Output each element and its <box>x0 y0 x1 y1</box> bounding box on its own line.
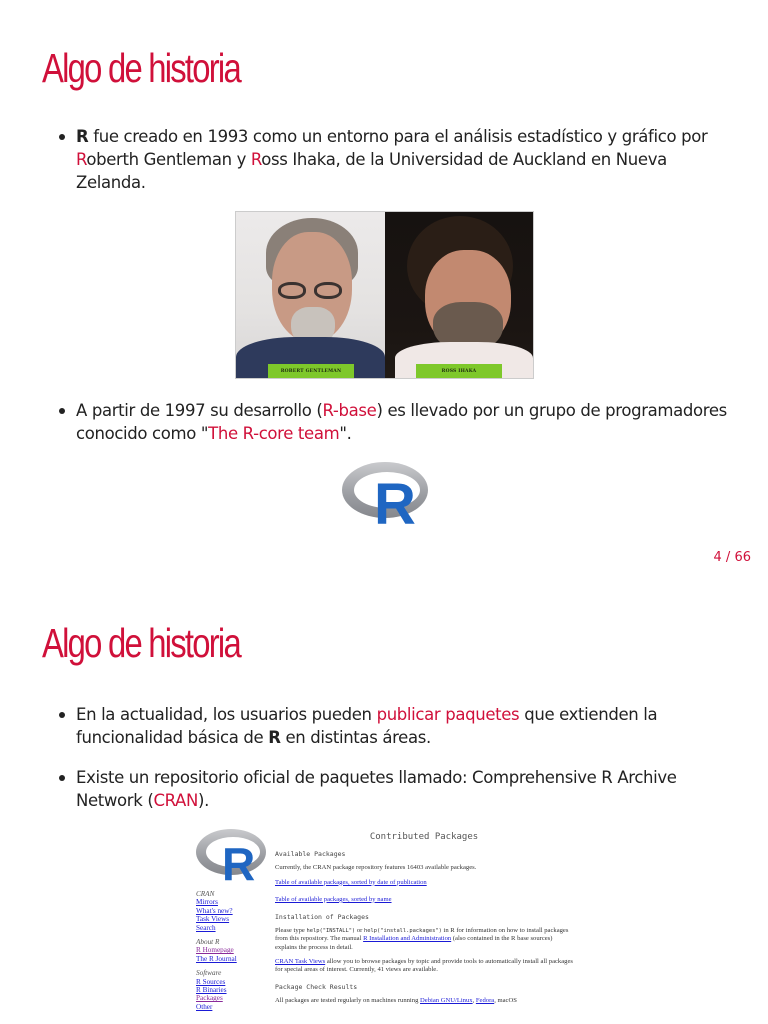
bullet-list <box>58 703 738 749</box>
link-debian[interactable]: Debian GNU/Linux <box>420 997 473 1005</box>
sidebar-link-r-sources[interactable]: R Sources <box>196 977 226 986</box>
photo-robert-gentleman <box>236 212 385 378</box>
link-r-installation-admin[interactable]: R Installation and Administration <box>363 935 452 943</box>
bullet-list <box>58 125 738 194</box>
bullet-text: oberth Gentleman y <box>86 150 251 169</box>
bullet-list <box>58 399 738 445</box>
bullet-text: fue creado en 1993 como un entorno para el análisis estadístico y gráfico por <box>88 127 708 146</box>
link-sorted-by-name[interactable]: Table of available packages, sorted by name <box>275 895 392 903</box>
sidebar-link-r-homepage[interactable]: R Homepage <box>196 946 234 955</box>
sidebar-link-other[interactable]: Other <box>196 1002 213 1011</box>
r-text: R <box>268 728 281 747</box>
bullet-item <box>58 703 738 749</box>
sidebar-link-packages[interactable]: Packages <box>196 994 223 1003</box>
bullet-text: ". <box>339 424 352 443</box>
sidebar-link-task-views[interactable]: Task Views <box>196 915 230 924</box>
bullet-text: ) es llevado por un grupo de programadores conocido como " <box>76 401 727 443</box>
bullet-item <box>58 766 738 812</box>
bullet-item <box>58 399 738 445</box>
cran-main <box>275 826 573 1006</box>
photo-caption: ROSS IHAKA <box>416 364 502 378</box>
page-number: 4 / 66 <box>713 550 751 565</box>
bullet-text: en distintas áreas. <box>280 728 431 747</box>
cran-page-title: Contributed Packages <box>369 832 479 842</box>
bullet-text: En la actualidad, los usuarios pueden <box>76 705 377 724</box>
highlight-r: R <box>250 150 262 169</box>
sidebar-heading: About R <box>196 938 220 947</box>
section-heading: Available Packages <box>275 850 346 859</box>
r-logo-icon: R <box>196 829 266 885</box>
taskviews-text: CRAN Task Views allow you to browse packages by topic and provide tools to automatically install all packages for special areas of interest. Currently, 41 views are available. <box>275 957 573 974</box>
founders-photo <box>235 211 534 379</box>
sidebar-link-search[interactable]: Search <box>196 923 216 932</box>
bullet-text: Existe un repositorio oficial de paquetes llamado: Comprehensive R Archive Network ( <box>76 768 677 810</box>
highlight-cran: CRAN <box>153 791 198 810</box>
available-text: Currently, the CRAN package repository features 16403 available packages. <box>275 864 477 872</box>
r-text: R <box>76 127 89 146</box>
sidebar-link-whats-new[interactable]: What's new? <box>196 906 233 915</box>
photo-ross-ihaka <box>385 212 533 378</box>
sidebar-link-r-binaries[interactable]: R Binaries <box>196 986 227 995</box>
r-logo-icon: R <box>342 462 428 530</box>
glasses-icon <box>276 282 356 300</box>
bullet-text: A partir de 1997 su desarrollo ( <box>76 401 323 420</box>
check-text: All packages are tested regularly on machines running Debian GNU/Linux, Fedora, macOS <box>275 997 517 1005</box>
cran-screenshot <box>193 826 576 1024</box>
bullet-text: ). <box>198 791 209 810</box>
sidebar-heading: Software <box>196 969 222 978</box>
bullet-text: que extienden la funcionalidad básica de <box>76 705 658 747</box>
install-text: Please type help("INSTALL") or help("install.packages") in R for information on how to install packages from this repository. The manual R Installation and Administration (also contained in the R base sources) explains the process in detail. <box>275 927 569 951</box>
sidebar-link-mirrors[interactable]: Mirrors <box>196 898 218 907</box>
highlight-r: R <box>76 150 87 169</box>
section-heading: Installation of Packages <box>275 913 369 922</box>
highlight-publicar-paquetes: publicar paquetes <box>376 705 520 724</box>
highlight-r-core-team: The R-core team <box>208 424 340 443</box>
cran-sidebar <box>196 890 268 1011</box>
link-sorted-by-date[interactable]: Table of available packages, sorted by date of publication <box>275 878 427 886</box>
section-heading: Package Check Results <box>275 983 358 992</box>
sidebar-link-r-journal[interactable]: The R Journal <box>196 954 237 963</box>
highlight-r-base: R-base <box>322 401 377 420</box>
link-cran-task-views[interactable]: CRAN Task Views <box>275 957 326 965</box>
link-fedora[interactable]: Fedora <box>475 997 495 1005</box>
bullet-list <box>58 766 738 812</box>
slide-title: Algo de historia <box>42 620 240 666</box>
bullet-item <box>58 125 738 194</box>
photo-caption: ROBERT GENTLEMAN <box>268 364 354 378</box>
slide-title: Algo de historia <box>42 45 240 91</box>
sidebar-heading: CRAN <box>196 890 215 898</box>
bullet-text: oss Ihaka, de la Universidad de Auckland en Nueva Zelanda. <box>76 150 667 192</box>
